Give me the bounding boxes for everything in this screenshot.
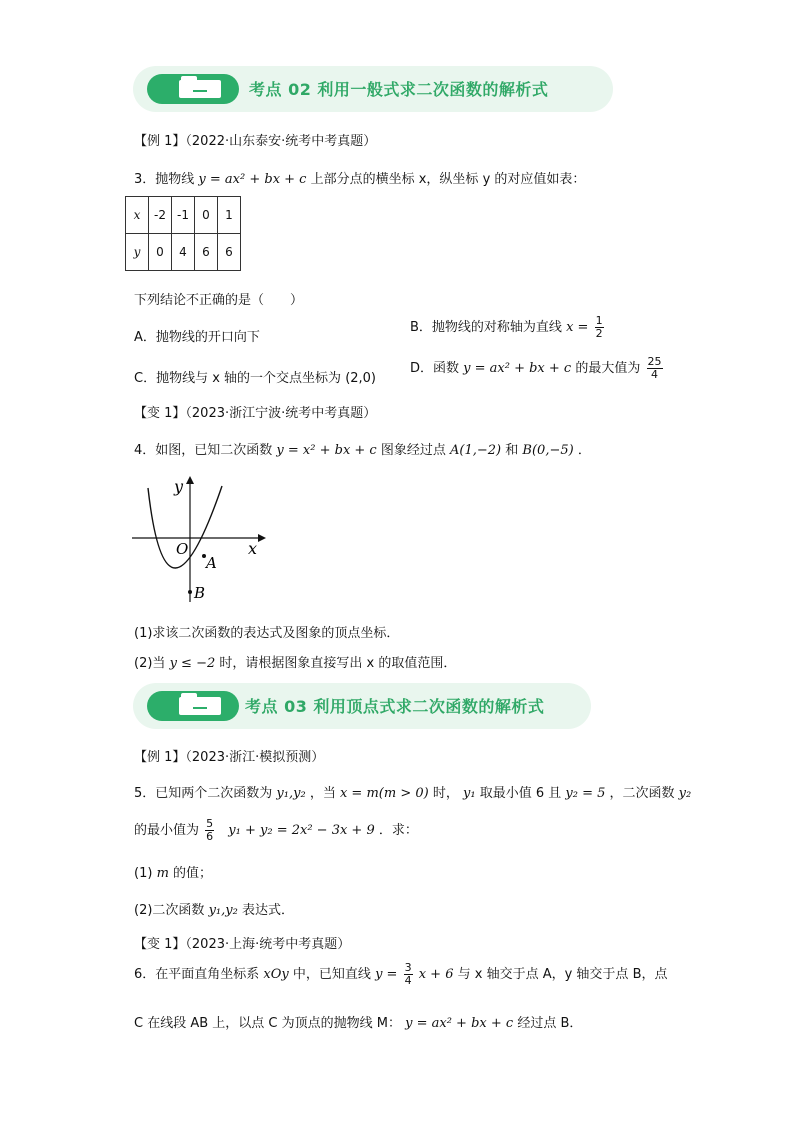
variables: y₁,y₂ [276, 786, 306, 801]
point-a: A(1,−2) [450, 443, 502, 458]
question-text: ．求： [378, 823, 418, 838]
question-6-line-2 [134, 1012, 582, 1031]
question-4-line [134, 439, 591, 458]
subquestion-2 [134, 899, 294, 918]
table-cell: -1 [172, 197, 195, 234]
equation: x + 6 [418, 967, 454, 982]
equation: y₂ = 5 [565, 786, 606, 801]
question-text: 5．已知两个二次函数为 [134, 786, 273, 801]
x-axis-arrow [258, 534, 266, 542]
question-4-number: 4．如图，已知二次函数 [134, 443, 273, 458]
subquestion-1 [134, 862, 212, 881]
denominator: 6 [206, 830, 214, 843]
fraction [404, 962, 413, 987]
option-a: A．抛物线的开口向下 [134, 330, 260, 345]
section-pill [147, 74, 239, 104]
numerator: 1 [595, 314, 603, 327]
question-5-line-2 [134, 818, 418, 843]
table-cell: -2 [149, 197, 172, 234]
question-text: ，二次函数 [609, 786, 675, 801]
option-c [134, 367, 376, 386]
equation: x = m(m > 0) [339, 786, 429, 801]
subquestion-text: (2)当 [134, 656, 166, 671]
option-c-text: C．抛物线与 x 轴的一个交点坐标为 [134, 371, 342, 386]
question-3-number: 3．抛物线 [134, 172, 195, 187]
equation: y = [375, 967, 398, 982]
denominator: 4 [651, 368, 658, 381]
example-tag: 【例 1】（2023·浙江·模拟预测） [134, 750, 325, 765]
equation: y = ax² + bx + c [405, 1016, 514, 1031]
folder-icon [179, 697, 221, 715]
variables: y₁,y₂ [208, 903, 238, 918]
section-banner-1 [133, 66, 613, 112]
option-d-text-2: 的最大值为 [575, 361, 641, 376]
question-3-text: 上部分点的横坐标 x，纵坐标 y 的对应值如表： [310, 172, 586, 187]
option-d-text: D．函数 [410, 361, 460, 376]
question-text: ，当 [309, 786, 336, 801]
table-cell: 1 [218, 197, 241, 234]
table-cell: 0 [195, 197, 218, 234]
question-6-line-1 [134, 962, 668, 987]
variable: y₂ [678, 786, 692, 801]
point-b: B(0,−5) [522, 443, 574, 458]
variable: y₁ [462, 786, 476, 801]
question-3-line [134, 168, 585, 187]
question-text: 中，已知直线 [292, 967, 371, 982]
question-5-line-1 [134, 782, 691, 801]
denominator: 4 [404, 974, 412, 987]
equation: y = ax² + bx + c [463, 361, 572, 376]
parabola-graph [130, 474, 270, 606]
question-4-text: 和 [505, 443, 519, 458]
subquestion-1: (1)求该二次函数的表达式及图象的顶点坐标． [134, 626, 400, 641]
table-row [126, 197, 241, 234]
table-cell: 0 [149, 234, 172, 271]
section-title: 考点 02 利用一般式求二次函数的解析式 [249, 80, 549, 99]
equation: x = [566, 320, 589, 335]
subquestion-text: (1) [134, 866, 153, 881]
section-pill [147, 691, 239, 721]
y-axis-label: y [174, 477, 184, 496]
table-cell: x [126, 197, 149, 234]
point-b-label: B [194, 584, 206, 602]
table-cell: 4 [172, 234, 195, 271]
point: (2,0) [345, 371, 377, 386]
numerator: 5 [206, 817, 214, 830]
question-text: 时， [432, 786, 459, 801]
question-4-text: 图象经过点 [380, 443, 446, 458]
question-4-text: ． [577, 443, 591, 458]
question-prompt: 下列结论不正确的是（ ） [134, 293, 304, 308]
option-d [410, 356, 665, 381]
denominator: 2 [595, 327, 603, 340]
section-title: 考点 03 利用顶点式求二次函数的解析式 [245, 697, 545, 716]
question-text: C 在线段 AB 上，以点 C 为顶点的抛物线 M： [134, 1016, 401, 1031]
numerator: 3 [404, 961, 412, 974]
table-cell: 6 [218, 234, 241, 271]
subquestion-2 [134, 652, 456, 671]
table-cell: 6 [195, 234, 218, 271]
variant-tag: 【变 1】（2023·浙江宁波·统考中考真题） [134, 406, 377, 421]
x-axis-label: x [248, 539, 258, 558]
question-text: 的最小值为 [134, 823, 200, 838]
subquestion-text: (2)二次函数 [134, 903, 205, 918]
subquestion-text: 的值； [173, 866, 213, 881]
question-text: 取最小值 6 且 [479, 786, 562, 801]
variant-tag: 【变 1】（2023·上海·统考中考真题） [134, 937, 351, 952]
folder-icon [179, 80, 221, 98]
section-banner-2 [133, 683, 591, 729]
question-text: 6．在平面直角坐标系 [134, 967, 260, 982]
fraction [595, 315, 604, 340]
value-table [125, 196, 241, 271]
question-text: 经过点 B． [517, 1016, 583, 1031]
fraction [205, 818, 214, 843]
option-b [410, 315, 606, 340]
equation: y = ax² + bx + c [198, 172, 307, 187]
question-text: 与 x 轴交于点 A，y 轴交于点 B，点 [457, 967, 668, 982]
coordinate-system: xOy [263, 967, 289, 982]
y-axis-arrow [186, 476, 194, 484]
numerator: 25 [647, 355, 662, 368]
origin-label: O [176, 540, 189, 558]
inequality: y ≤ −2 [169, 656, 216, 671]
subquestion-text: 表达式． [241, 903, 294, 918]
table-row [126, 234, 241, 271]
point-b-marker [188, 590, 192, 594]
example-tag: 【例 1】（2022·山东泰安·统考中考真题） [134, 134, 377, 149]
point-a-label: A [206, 554, 217, 572]
subquestion-text: 时，请根据图象直接写出 x 的取值范围． [219, 656, 457, 671]
table-cell: y [126, 234, 149, 271]
equation: y₁ + y₂ = 2x² − 3x + 9 [228, 823, 375, 838]
variable: m [156, 866, 169, 881]
equation: y = x² + bx + c [276, 443, 377, 458]
fraction [647, 356, 663, 381]
option-b-text: B．抛物线的对称轴为直线 [410, 320, 562, 335]
